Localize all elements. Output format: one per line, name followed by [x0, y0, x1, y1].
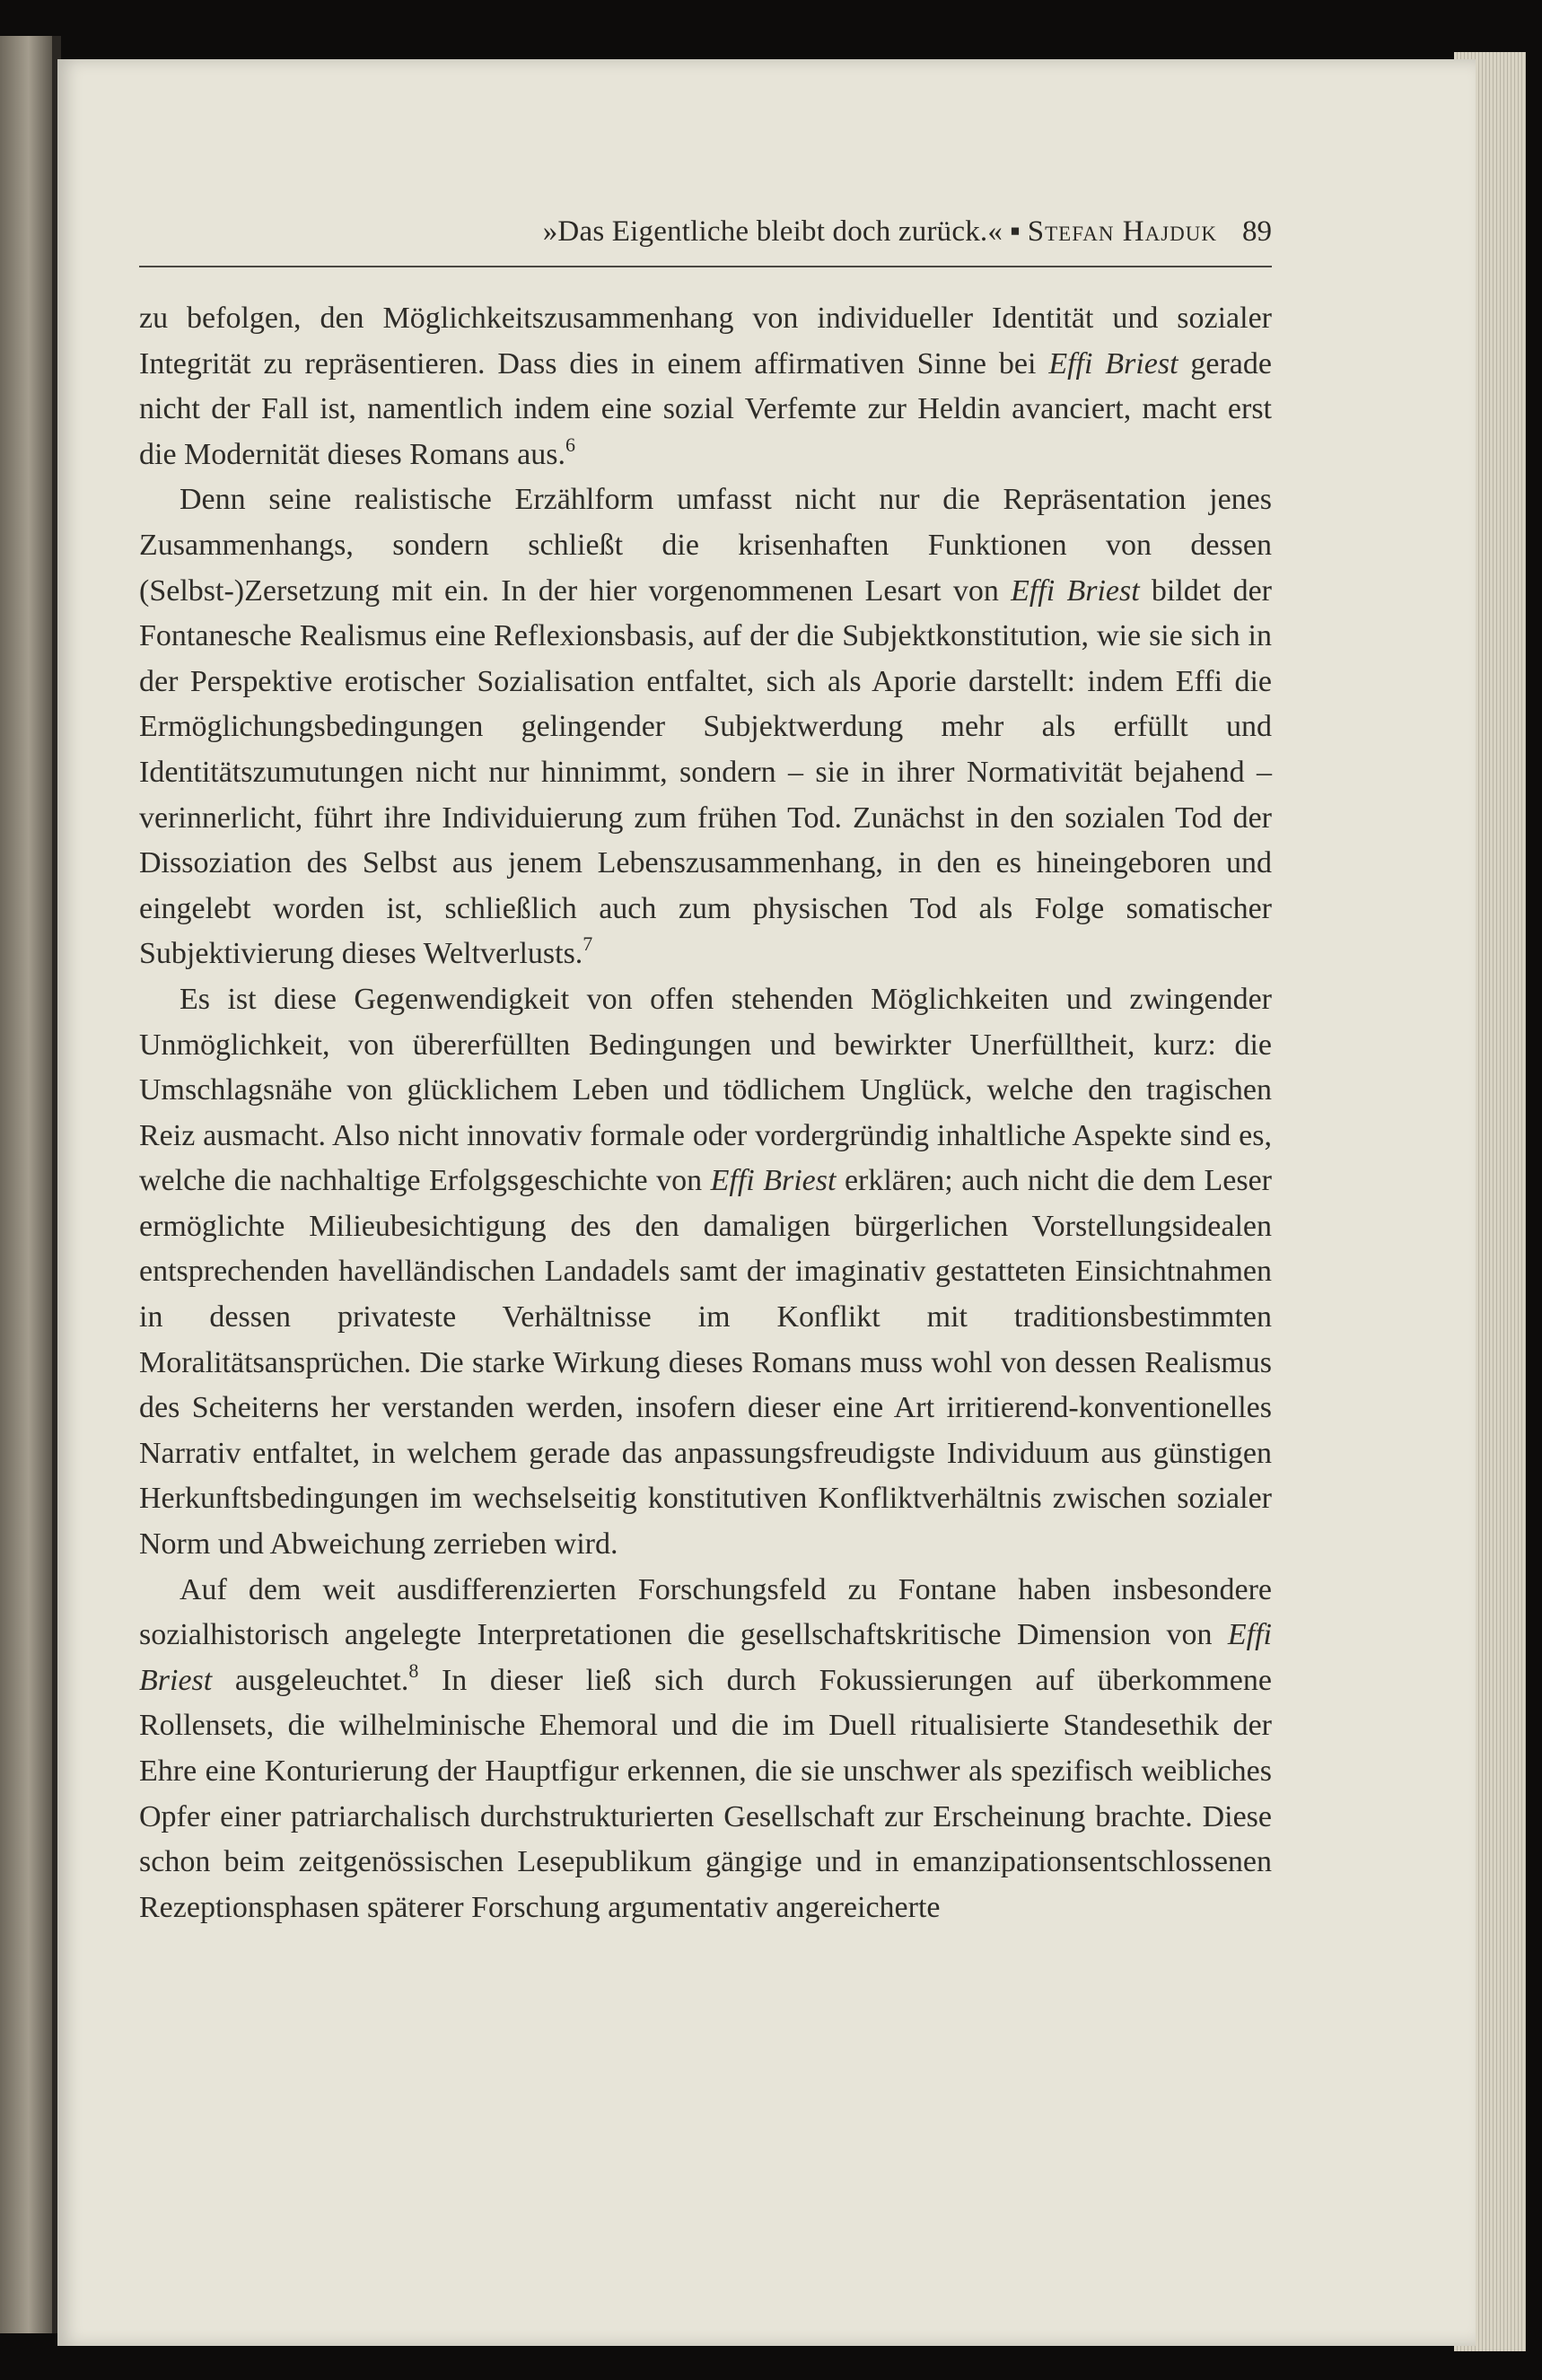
footnote-marker: 8 [408, 1658, 419, 1682]
work-title: Effi Briest [1011, 573, 1140, 608]
text-run: ausgeleuchtet. [212, 1663, 409, 1697]
text-run: zu befolgen, den Möglichkeitszusammenhang von individueller Identität und sozialer Integrität zu repräsentieren. Dass dies in einem affirmativen Sinne bei [139, 302, 1272, 381]
page-number: 89 [1242, 215, 1272, 248]
paragraph-3 [139, 977, 1272, 1568]
text-run: Es ist diese Gegenwendigkeit von offen stehenden Möglichkeiten und zwingender Unmöglichkeit, von übererfüllten Bedingungen und bewirkter Unerfülltheit, kurz: die Umschlagsnähe von glücklichem Leben und tödlichem Unglück, welche den tragischen Reiz ausmacht. Also nicht innovativ formale oder vordergründig inhaltliche Aspekte sind es, welche die nachhaltige Erfolgsgeschichte von [139, 982, 1272, 1198]
author-name: Stefan Hajduk [1027, 215, 1217, 248]
footnote-marker: 7 [583, 932, 593, 956]
paragraph-2 [139, 477, 1272, 977]
running-title: »Das Eigentliche bleibt doch zurück.« [542, 215, 1003, 248]
footnote-marker: 6 [565, 433, 575, 456]
text-run: gerade nicht der Fall ist, namentlich indem eine sozial Verfemte zur Heldin avanciert, macht erst die Modernität dieses Romans aus. [139, 346, 1272, 471]
text-run: Auf dem weit ausdifferenzierten Forschungsfeld zu Fontane haben insbesondere sozialhistorisch angelegte Interpretationen die gesellschaftskritische Dimension von [139, 1572, 1272, 1652]
text-run: In dieser ließ sich durch Fokussierungen auf überkommene Rollensets, die wilhelminische Ehemoral und die im Duell ritualisierte Standesethik der Ehre eine Konturierung der Hauptfigur erkennen, die sie unschwer als spezifisch weibliches Opfer einer patriarchalisch durchstrukturierten Gesellschaft zur Erscheinung brachte. Diese schon beim zeitgenössischen Lesepublikum gängige und in emanzipationsentschlossenen Rezeptionsphasen späterer Forschung argumentativ angereicherte [139, 1663, 1272, 1924]
paragraph-1 [139, 296, 1272, 477]
work-title: Effi Briest [139, 1618, 1272, 1697]
text-run: erklären; auch nicht die dem Leser ermöglichte Milieubesichtigung des den damaligen bürgerlichen Vorstellungsidealen entsprechenden havelländischen Landadels samt der imaginativ gestatteten Einsichtnahmen in dessen privateste Verhältnisse im Konflikt mit traditionsbestimmten Moralitätsansprüchen. Die starke Wirkung dieses Romans muss wohl von dessen Realismus des Scheiterns her verstanden werden, insofern dieser eine Art irritierend-konventionelles Narrativ entfaltet, in welchem gerade das anpassungsfreudigste Individuum aus günstigen Herkunftsbedingungen im wechselseitig konstitutiven Konfliktverhältnis zwischen sozialer Norm und Abweichung zerrieben wird. [139, 1164, 1272, 1562]
running-header [139, 215, 1272, 267]
body-text [139, 296, 1272, 1930]
header-separator: ▪ [1010, 215, 1021, 248]
text-run: Denn seine realistische Erzählform umfasst nicht nur die Repräsentation jenes Zusammenhangs, sondern schließt die krisenhaften Funktionen von dessen (Selbst-)Zersetzung mit ein. In der hier vorgenommenen Lesart von [139, 483, 1272, 608]
work-title: Effi Briest [1048, 346, 1178, 381]
work-title: Effi Briest [710, 1164, 837, 1198]
text-run: bildet der Fontanesche Realismus eine Reflexionsbasis, auf der die Subjektkonstitution, wie sie sich in der Perspektive erotischer Sozialisation entfaltet, sich als Aporie darstellt: indem Effi die Ermöglichungsbedingungen gelingender Subjektwerdung mehr als erfüllt und Identitätszumutungen nicht nur hinnimmt, sondern – sie in ihrer Normativität bejahend – verinnerlicht, führt ihre Individuierung zum frühen Tod. Zunächst in den sozialen Tod der Dissoziation des Selbst aus jenem Lebenszusammenhang, in den es hineingeboren und eingelebt worden ist, schließlich auch zum physischen Tod als Folge somatischer Subjektivierung dieses Weltverlusts. [139, 573, 1272, 971]
paragraph-4 [139, 1568, 1272, 1931]
previous-page-edge [0, 36, 52, 2333]
